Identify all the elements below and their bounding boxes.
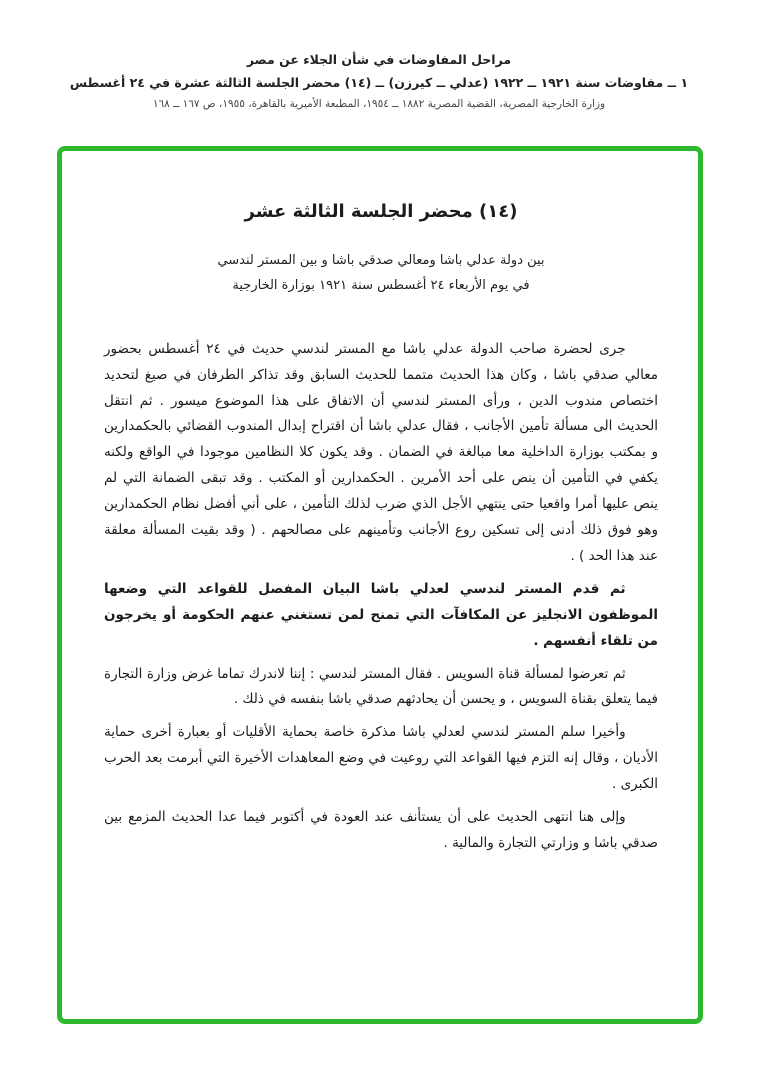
paragraph: وأخيرا سلم المستر لندسي لعدلي باشا مذكرة خاصة بحماية الأقليات أو بعبارة أخرى حماية الأديان ، وقال إنه التزم فيها القواعد التي روعيت في وضع المعاهدات الأخيرة التي أبرمت بعد الحرب الكبرى . bbox=[104, 724, 658, 793]
scanned-page bbox=[62, 151, 698, 857]
scanned-page-frame bbox=[57, 146, 703, 1024]
session-subtitle-parties: بين دولة عدلي باشا ومعالي صدقي باشا و بين المستر لندسي bbox=[217, 253, 545, 268]
citation-source-line: وزارة الخارجية المصرية، القضية المصرية ١٨٨٢ ــ ١٩٥٤، المطبعة الأميرية بالقاهرة، ١٩٥٥، ص ١٦٧ ــ ١٦٨ bbox=[152, 98, 606, 110]
session-subtitle-date: في يوم الأربعاء ٢٤ أغسطس سنة ١٩٢١ بوزارة الخارجية bbox=[232, 278, 530, 294]
paragraph: وإلى هنا انتهى الحديث على أن يستأنف عند العودة في أكتوبر فيما عدا الحديث المزمع بين صدقي باشا و وزارتي التجارة والمالية . bbox=[104, 809, 658, 851]
citation-header bbox=[0, 52, 758, 110]
session-title: (١٤) محضر الجلسة الثالثة عشر bbox=[244, 201, 518, 222]
citation-reference-line: ١ ــ مفاوضات سنة ١٩٢١ ــ ١٩٢٢ (عدلي ــ كيرزن) ــ (١٤) محضر الجلسة الثالثة عشرة في ٢٤ أغسطس bbox=[69, 75, 689, 90]
paragraph: ثم تعرضوا لمسألة قناة السويس . فقال المستر لندسي : إننا لاندرك تماما غرض وزارة التجارة فيما يتعلق بقناة السويس ، و يحسن أن يحادثهم صدقي باشا بنفسه في ذلك . bbox=[104, 665, 658, 708]
paragraph: ثم قدم المستر لندسي لعدلي باشا البيان المفصل للقواعد التي وضعها الموظفون الانجليز عن المكافآت التي تمنح لمن تستغني عنهم الحكومة أو يخرجون من تلقاء أنفسهم . bbox=[104, 580, 658, 649]
session-body bbox=[104, 337, 658, 857]
paragraph: جرى لحضرة صاحب الدولة عدلي باشا مع المستر لندسي حديث في ٢٤ أغسطس بحضور معالي صدقي باشا ، وكان هذا الحديث متمما للحديث السابق وقد تذاكر الطرفان في صيغ لتحديد اختصاص مندوب الدين ، ورأى المستر لندسي أن الاتفاق على هذا الموضوع ميسور . ثم انتقل الحديث الى مسألة تأمين الأجانب ، فقال عدلي باشا أن اقتراح إبدال المندوب القضائي بالحكمدارين و بمكتب بوزارة الداخلية معا مبالغة في الضمان . وقد يكون كلا النظامين موجودا في الواقع ولكنه يكفي في التأمين أن ينص على أحد الأمرين . الحكمدارين أو المكتب . وقد تبقى الضمانة التي لم ينص عليها أمرا واقعيا حتى ينتهي الأجل الذي ضرب لذلك التأمين ، على أني أفضل نظام الحكمدارين وهو فوق ذلك أدنى إلى تسكين روع الأجانب وتأمينهم على مصالحهم . ( وقد بقيت المسألة معلقة عند هذا الحد ) . bbox=[104, 340, 658, 564]
citation-title: مراحل المفاوضات في شأن الجلاء عن مصر bbox=[246, 52, 512, 67]
